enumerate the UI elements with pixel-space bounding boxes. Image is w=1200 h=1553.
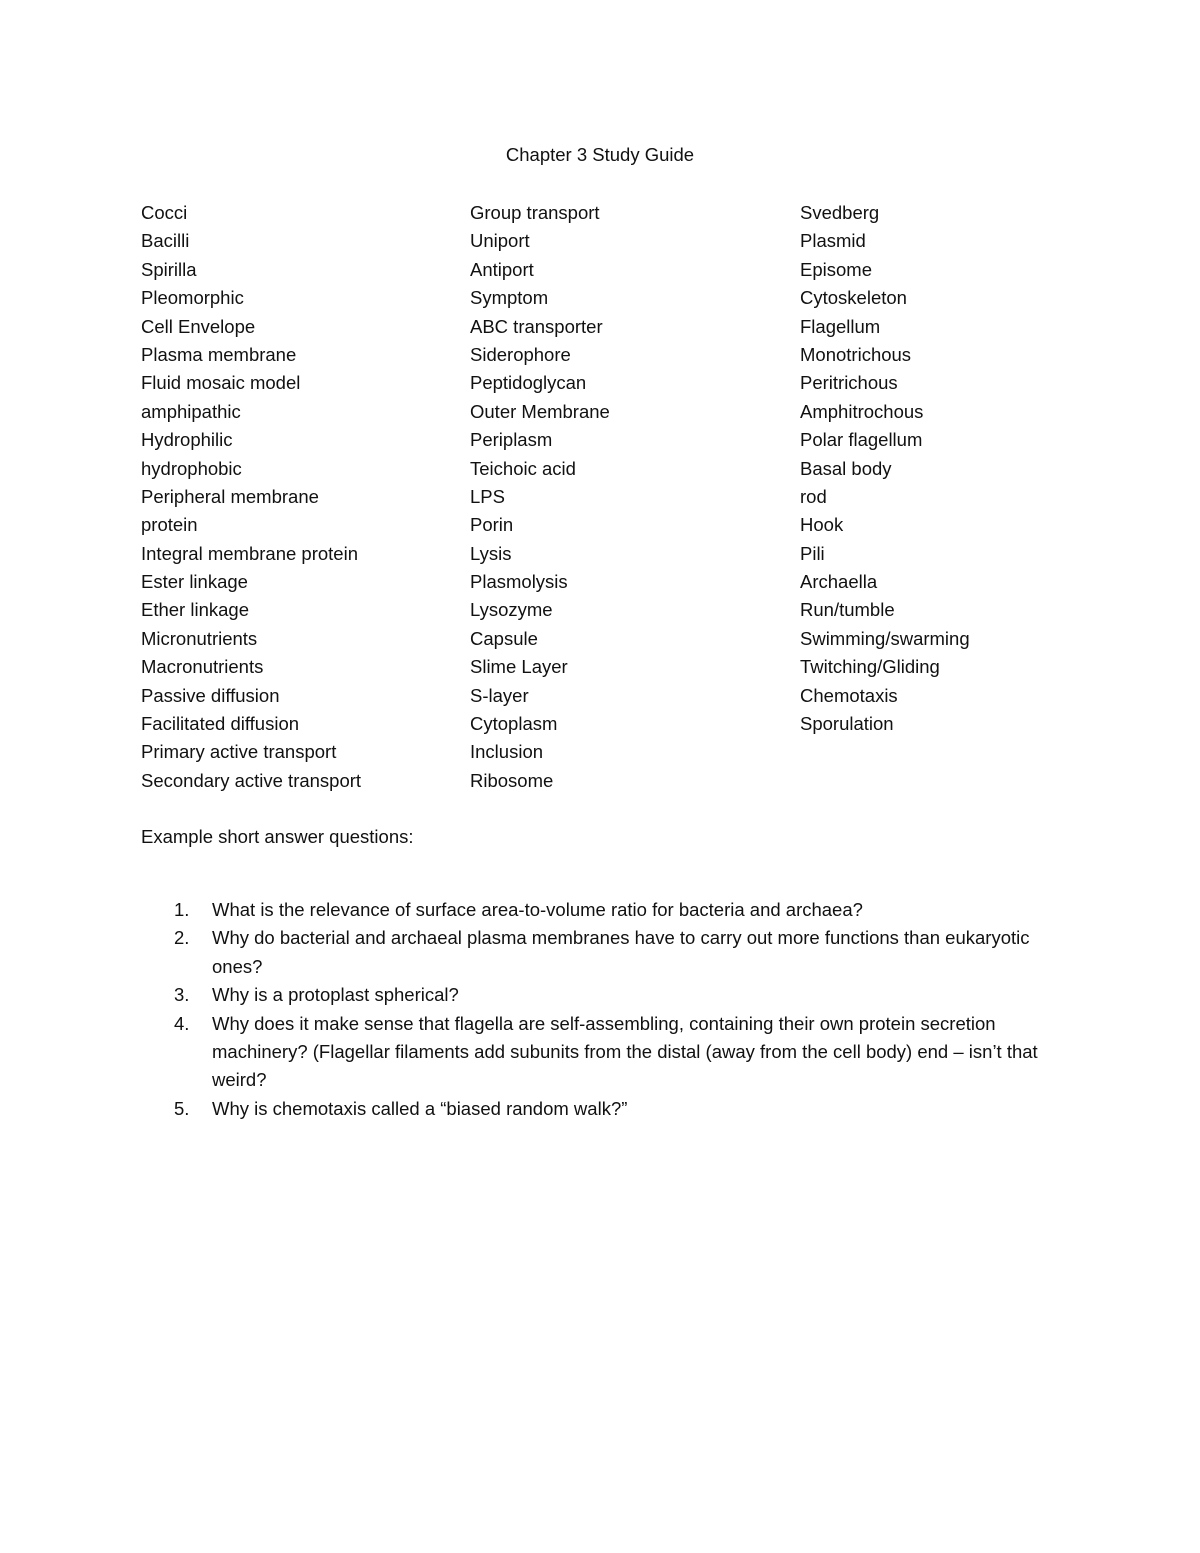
term-item: Plasmolysis — [470, 571, 568, 593]
term-item: Hydrophilic — [141, 429, 233, 451]
term-item: Ester linkage — [141, 571, 248, 593]
term-item: Primary active transport — [141, 741, 337, 763]
term-column-3 — [800, 199, 970, 738]
term-item: Plasmid — [800, 230, 866, 252]
term-item: Swimming/swarming — [800, 627, 970, 649]
term-item: Flagellum — [800, 315, 881, 337]
term-item: Slime Layer — [470, 656, 568, 678]
term-item: Run/tumble — [800, 599, 895, 621]
question-text: Why do bacterial and archaeal plasma membranes have to carry out more functions than eukaryotic ones? — [212, 927, 1030, 977]
term-item: Chemotaxis — [800, 684, 898, 706]
term-item: Fluid mosaic model — [141, 372, 301, 394]
term-item: Ether linkage — [141, 599, 249, 621]
term-item: Uniport — [470, 230, 530, 252]
term-column-2 — [470, 199, 610, 795]
term-item: Outer Membrane — [470, 400, 610, 422]
term-item: Macronutrients — [141, 656, 264, 678]
question-item — [141, 1095, 1071, 1123]
term-item: Basal body — [800, 457, 892, 479]
question-number: 4. — [174, 1012, 190, 1034]
term-item: Cytoplasm — [470, 713, 558, 735]
term-item: rod — [800, 485, 827, 507]
term-item: Monotrichous — [800, 343, 912, 365]
term-item: Bacilli — [141, 230, 190, 252]
term-item: protein — [141, 514, 198, 536]
term-item: Spirilla — [141, 258, 197, 280]
question-text: Why is a protoplast spherical? — [212, 984, 459, 1006]
question-list — [141, 896, 1071, 1123]
term-item: Inclusion — [470, 741, 544, 763]
term-item: amphipathic — [141, 400, 241, 422]
term-item: Ribosome — [470, 769, 554, 791]
question-item — [141, 981, 1071, 1009]
term-item: Episome — [800, 258, 872, 280]
term-item: Periplasm — [470, 429, 553, 451]
term-item: Integral membrane protein — [141, 542, 358, 564]
question-number: 3. — [174, 984, 190, 1006]
term-item: Peripheral membrane — [141, 485, 319, 507]
term-item: LPS — [470, 485, 505, 507]
term-item: Lysis — [470, 542, 512, 564]
term-item: Archaella — [800, 571, 878, 593]
term-item: Peritrichous — [800, 372, 898, 394]
term-item: Passive diffusion — [141, 684, 280, 706]
term-item: Lysozyme — [470, 599, 553, 621]
term-item: ABC transporter — [470, 315, 603, 337]
term-item: Plasma membrane — [141, 343, 297, 365]
term-item: Facilitated diffusion — [141, 713, 300, 735]
question-item — [141, 896, 1071, 924]
term-item: Sporulation — [800, 713, 894, 735]
term-item: Amphitrochous — [800, 400, 924, 422]
term-item: Group transport — [470, 202, 600, 223]
term-item: Siderophore — [470, 343, 571, 365]
term-item: Pleomorphic — [141, 287, 244, 309]
term-item: Hook — [800, 514, 844, 536]
term-item: S-layer — [470, 684, 529, 706]
term-item: Cytoskeleton — [800, 287, 907, 309]
term-column-1 — [141, 199, 361, 795]
question-text: Why does it make sense that flagella are self-assembling, containing their own protein secretion machinery? (Flagellar filaments add subunits from the distal (away from the cell body) end – isn’t that weird? — [212, 1012, 1038, 1091]
term-item: Capsule — [470, 627, 538, 649]
term-item: Cocci — [141, 202, 188, 223]
question-number: 2. — [174, 927, 190, 949]
term-item: Twitching/Gliding — [800, 656, 940, 678]
question-item — [141, 924, 1071, 981]
term-item: Peptidoglycan — [470, 372, 587, 394]
question-text: Why is chemotaxis called a “biased random walk?” — [212, 1097, 628, 1119]
term-item: Cell Envelope — [141, 315, 256, 337]
term-item: hydrophobic — [141, 457, 242, 479]
term-item: Porin — [470, 514, 514, 536]
question-number: 5. — [174, 1097, 190, 1119]
term-item: Antiport — [470, 258, 534, 280]
term-item: Micronutrients — [141, 627, 258, 649]
term-item: Teichoic acid — [470, 457, 576, 479]
term-item: Svedberg — [800, 202, 880, 223]
question-number: 1. — [174, 899, 190, 920]
term-item: Secondary active transport — [141, 769, 362, 791]
question-item — [141, 1010, 1071, 1095]
term-item: Symptom — [470, 287, 549, 309]
term-item: Pili — [800, 542, 825, 564]
questions-heading: Example short answer questions: — [141, 826, 414, 847]
page-title: Chapter 3 Study Guide — [505, 144, 695, 165]
question-text: What is the relevance of surface area-to-volume ratio for bacteria and archaea? — [212, 899, 863, 920]
term-item: Polar flagellum — [800, 429, 923, 451]
